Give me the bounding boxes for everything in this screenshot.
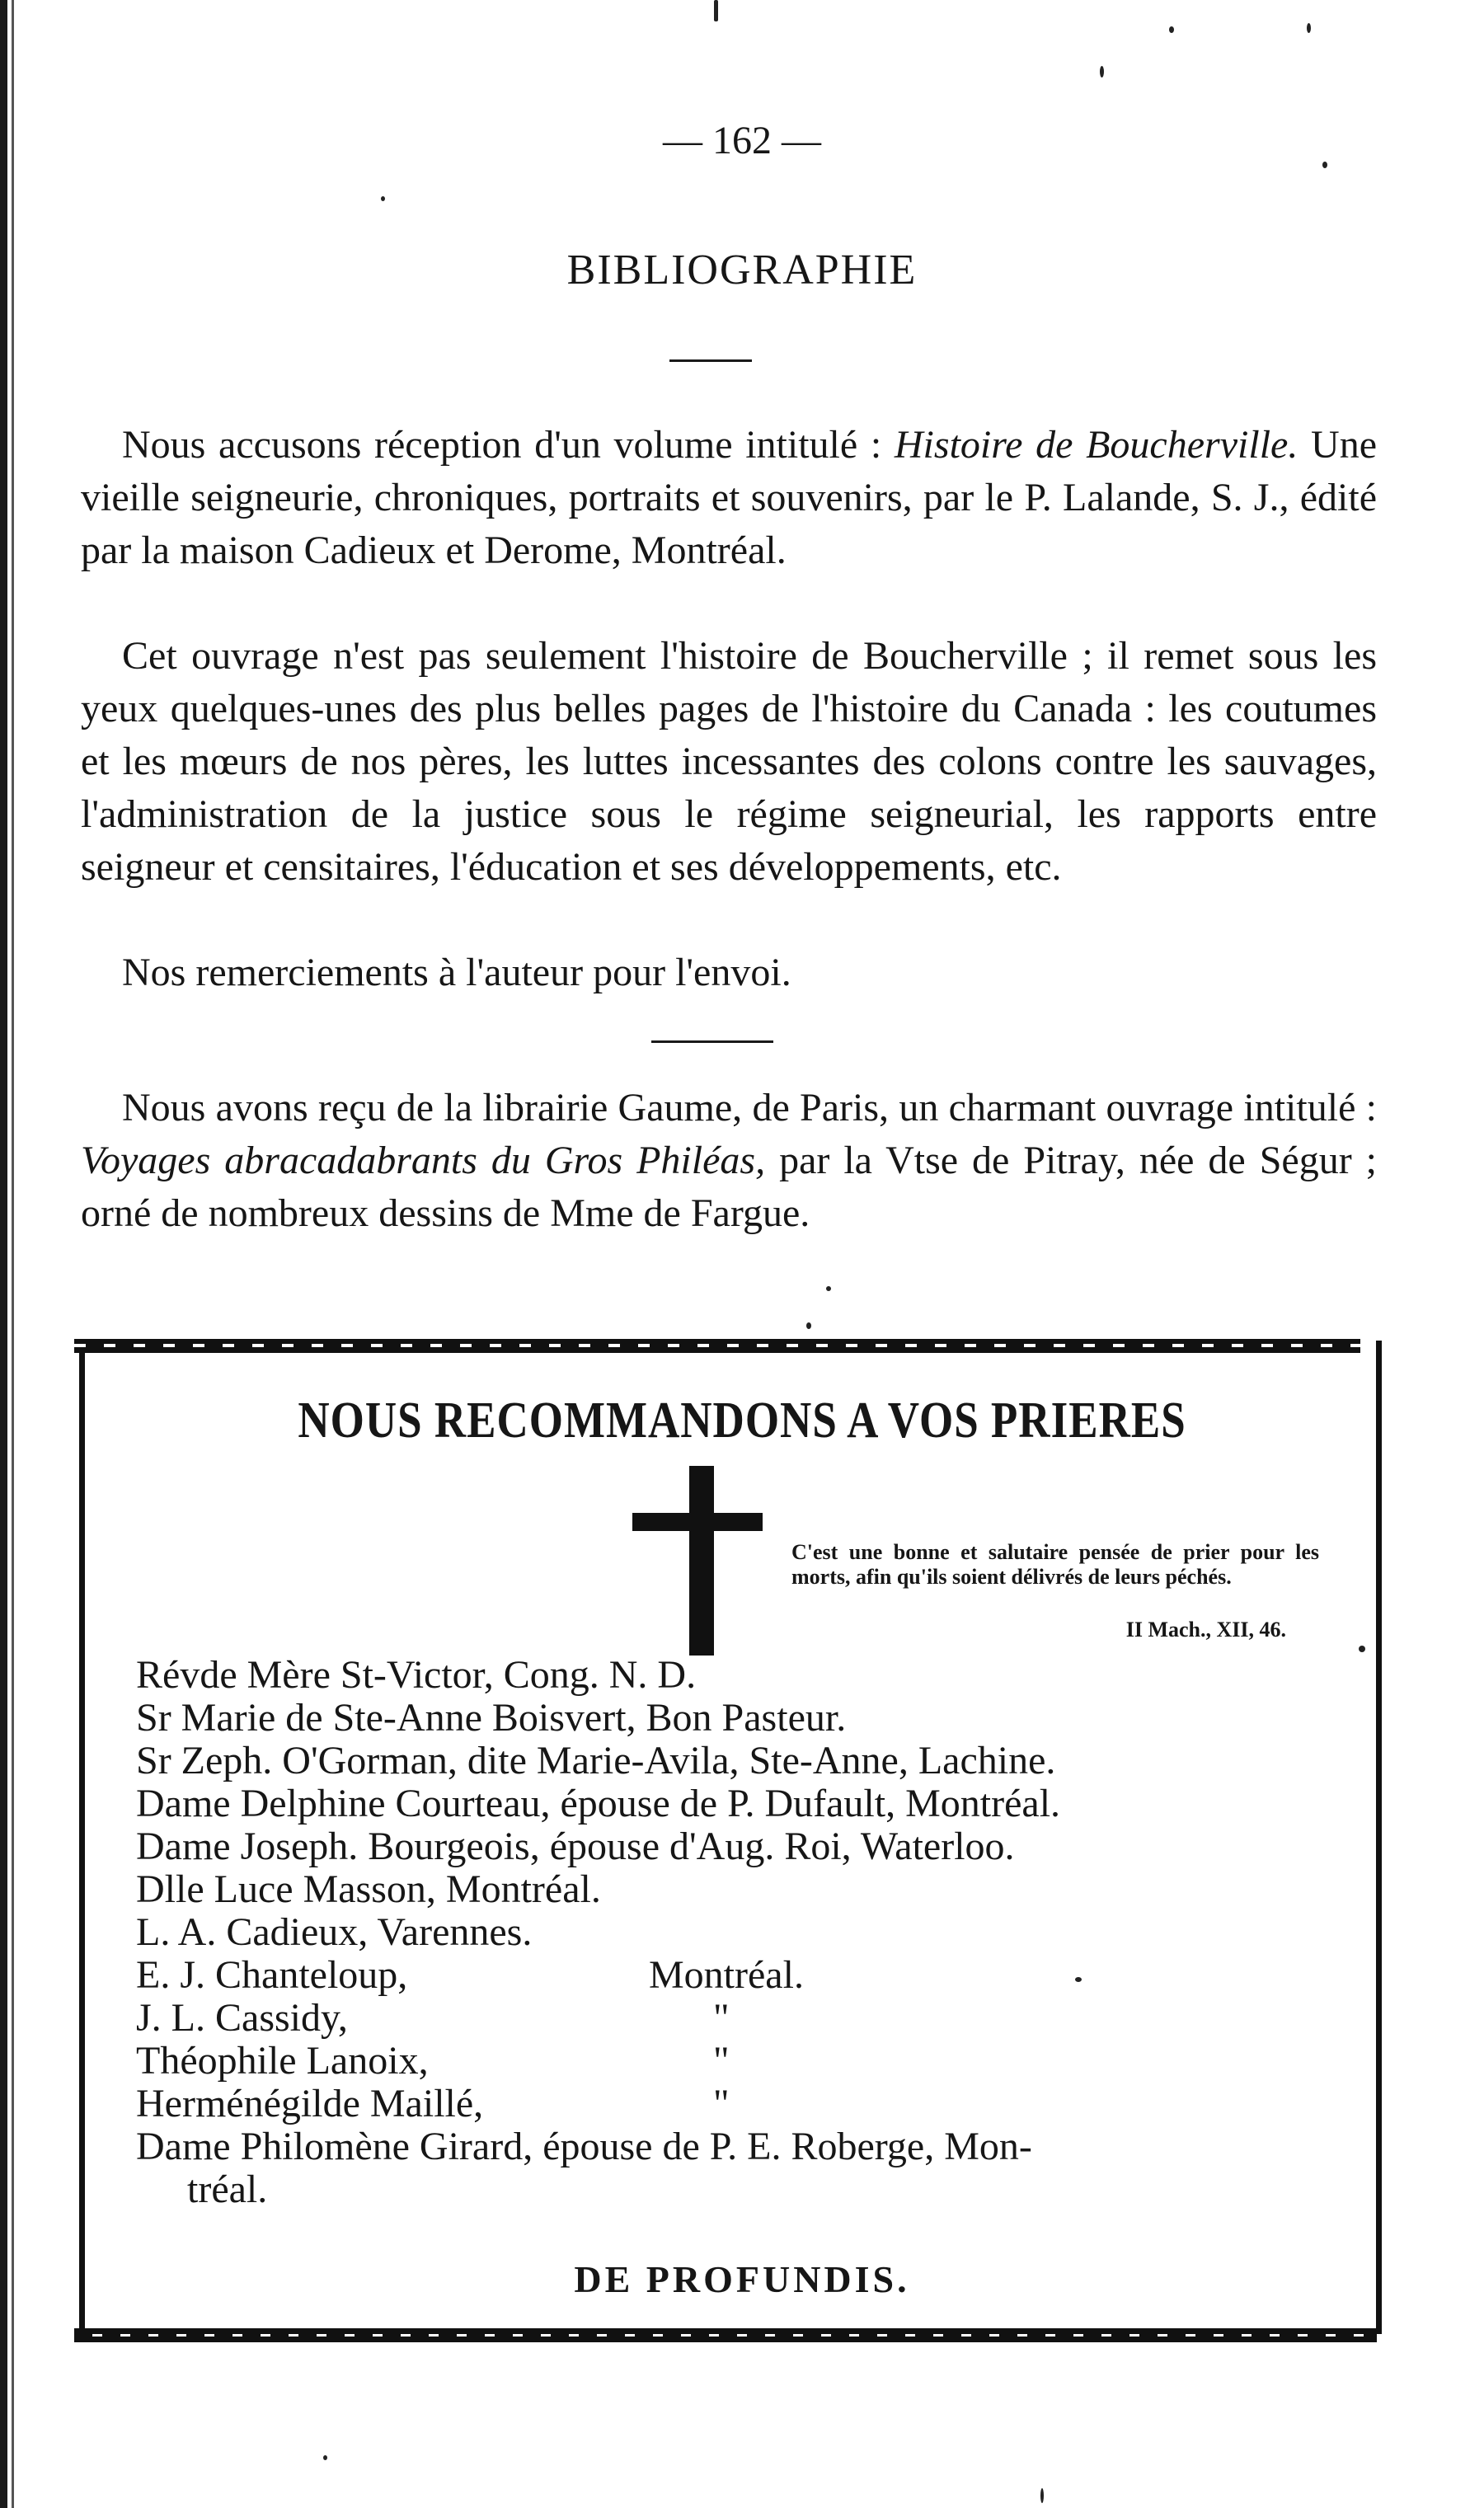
- paragraph-remerciements: [81, 946, 1377, 999]
- paragraph-text: Cet ouvrage n'est pas seulement l'histoire de Boucherville ; il remet sous les yeux quelques-unes des plus belles pages de l'histoire du Canada : les coutumes et les mœurs de nos pères, les luttes incessantes des colons contre les sauvages, l'administration de la justice sous le régime seigneurial, les rapports entre seigneur et censitaires, l'éducation et ses développements, etc.: [81, 634, 1377, 889]
- paragraph-text: Nous avons reçu de la librairie Gaume, de Paris, un charmant ouvrage intitulé :: [122, 1086, 1377, 1130]
- deceased-city: Montréal.: [649, 1953, 804, 1997]
- scripture-quote: C'est une bonne et salutaire pensée de prier pour les morts, afin qu'ils soient délivrés de leurs péchés.: [791, 1540, 1319, 1589]
- book-spine-edge: [12, 0, 14, 2508]
- scan-speck: [1307, 23, 1311, 33]
- paragraph-text: Nos remerciements à l'auteur pour l'envoi.: [122, 951, 791, 994]
- scan-speck: [1040, 2488, 1044, 2503]
- scan-speck: [323, 2455, 327, 2460]
- notice-top-border: [74, 1339, 1360, 1353]
- scan-speck: [1359, 1646, 1365, 1652]
- section-divider: [651, 1040, 773, 1043]
- deceased-entry: Dame Joseph. Bourgeois, épouse d'Aug. Roi, Waterloo.: [136, 1825, 1015, 1868]
- deceased-entry: [136, 2083, 1307, 2125]
- deceased-entry: [136, 1997, 1307, 2040]
- scan-speck: [826, 1286, 831, 1291]
- deceased-entry: Dame Delphine Courteau, épouse de P. Dufault, Montréal.: [136, 1782, 1061, 1825]
- deceased-entry: L. A. Cadieux, Varennes.: [136, 1910, 533, 1954]
- paragraph-gaume: [81, 1082, 1377, 1240]
- title-divider: [669, 359, 752, 362]
- page-number: — 162 —: [663, 119, 821, 162]
- notice-title: NOUS RECOMMANDONS A VOS PRIERES: [298, 1392, 1186, 1449]
- deceased-entry: Dame Philomène Girard, épouse de P. E. Roberge, Mon-: [136, 2125, 1032, 2168]
- deceased-entry: Sr Zeph. O'Gorman, dite Marie-Avila, Ste-Anne, Lachine.: [136, 1739, 1056, 1782]
- deceased-entry: [136, 1954, 1307, 1997]
- ditto-mark: ": [713, 1996, 730, 2040]
- deceased-entry: Sr Marie de Ste-Anne Boisvert, Bon Pasteur.: [136, 1696, 847, 1740]
- section-title: BIBLIOGRAPHIE: [566, 247, 918, 294]
- book-spine-shadow: [0, 0, 7, 2508]
- scan-speck: [1075, 1977, 1082, 1982]
- scan-speck: [1100, 66, 1104, 77]
- deceased-name: Herménégilde Maillé,: [136, 2082, 484, 2125]
- book-title: Voyages abracadabrants du Gros Philéas,: [81, 1139, 766, 1182]
- scan-speck: [714, 0, 718, 21]
- scan-speck: [1322, 162, 1327, 168]
- paragraph-text: Une vieille seigneurie, chroniques, portraits et souvenirs, par le P. Lalande, S. J., édité par la maison Cadieux et Derome, Montréal.: [81, 423, 1377, 572]
- closing-prayer: DE PROFUNDIS.: [574, 2258, 910, 2300]
- deceased-entry: [136, 2040, 1307, 2083]
- paragraph-text: par la Vtse de Pitray, née de Ségur ; orné de nombreux dessins de Mme de Fargue.: [81, 1139, 1378, 1235]
- scan-speck: [806, 1322, 811, 1329]
- deceased-name: J. L. Cassidy,: [136, 1996, 348, 2040]
- book-title: Histoire de Boucherville.: [894, 423, 1298, 467]
- scripture-reference: II Mach., XII, 46.: [1125, 1618, 1286, 1641]
- ditto-mark: ": [713, 2082, 730, 2125]
- ditto-mark: ": [713, 2039, 730, 2083]
- deceased-entry: Révde Mère St-Victor, Cong. N. D.: [136, 1653, 697, 1697]
- deceased-entry-continuation: tréal.: [187, 2167, 268, 2211]
- scan-speck: [1169, 26, 1174, 33]
- paragraph-boucherville: [81, 419, 1377, 577]
- deceased-name: E. J. Chanteloup,: [136, 1953, 408, 1997]
- paragraph-ouvrage: [81, 630, 1377, 894]
- scan-speck: [381, 196, 385, 201]
- deceased-name: Théophile Lanoix,: [136, 2039, 429, 2083]
- deceased-list: [136, 1654, 1307, 2211]
- cross-icon: [689, 1466, 714, 1656]
- notice-bottom-border: [74, 2328, 1377, 2342]
- paragraph-text: Nous accusons réception d'un volume intitulé :: [122, 423, 895, 467]
- deceased-entry: Dlle Luce Masson, Montréal.: [136, 1867, 601, 1911]
- cross-icon-bar: [632, 1513, 763, 1531]
